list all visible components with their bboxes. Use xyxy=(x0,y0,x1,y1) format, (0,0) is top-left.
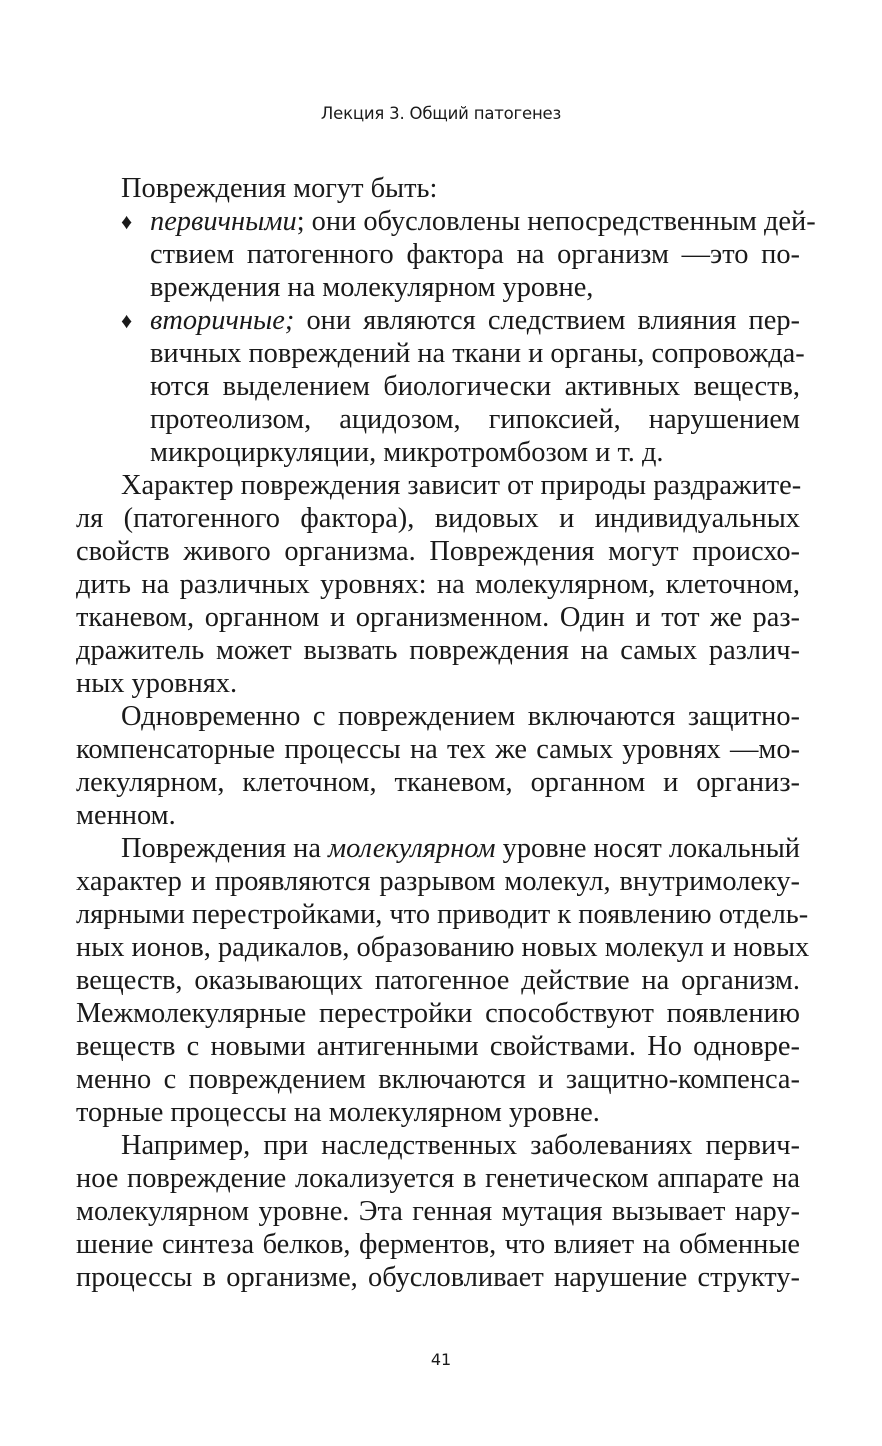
italic-term: вторичные; xyxy=(150,305,295,336)
paragraph-line: ное повреждение локализуется в генетическом аппарате на xyxy=(76,1163,800,1194)
paragraph-line: свойств живого организма. Повреждения могут происхо- xyxy=(76,536,800,567)
paragraph-line xyxy=(76,832,800,865)
paragraph-line: Одновременно с повреждением включаются защитно- xyxy=(121,701,800,732)
paragraph-line: веществ, оказывающих патогенное действие на организм. xyxy=(76,965,800,996)
paragraph-line: ных ионов, радикалов, образованию новых молекул и новых xyxy=(76,932,810,963)
paragraph-line: менном. xyxy=(76,800,176,831)
paragraph-line: Межмолекулярные перестройки способствуют появлению xyxy=(76,998,800,1029)
paragraph-line: веществ с новыми антигенными свойствами. Но одновре- xyxy=(76,1031,800,1062)
paragraph-line: компенсаторные процессы на тех же самых уровнях —мо- xyxy=(76,734,800,765)
diamond-bullet-icon: ♦ xyxy=(121,209,133,234)
text-run: Повреждения на xyxy=(121,833,329,864)
paragraph-line: лекулярном, клеточном, тканевом, органном и организ- xyxy=(76,767,800,798)
paragraph-line: ных уровнях. xyxy=(76,668,238,699)
page-body-text xyxy=(76,172,816,1294)
italic-term: первичными xyxy=(150,206,297,237)
page-number: 41 xyxy=(430,1350,452,1369)
paragraph-line: ля (патогенного фактора), видовых и индивидуальных xyxy=(76,503,800,534)
paragraph-compensatory xyxy=(76,700,800,832)
bullet-item-secondary xyxy=(76,304,805,469)
bullet-line: ются выделением биологически активных веществ, xyxy=(150,371,800,402)
paragraph-line: процессы в организме, обусловливает нарушение структу- xyxy=(76,1262,800,1293)
paragraph-line: шение синтеза белков, ферментов, что влияет на обменные xyxy=(76,1229,800,1260)
paragraph-molecular-level xyxy=(76,832,810,1129)
paragraph-damage-nature xyxy=(76,469,800,700)
bullet-line: микроциркуляции, микротромбозом и т. д. xyxy=(150,437,664,468)
paragraph-hereditary-example xyxy=(76,1129,800,1294)
intro-line: Повреждения могут быть: xyxy=(121,173,438,204)
bullet-item-primary xyxy=(76,205,816,304)
diamond-bullet-icon: ♦ xyxy=(121,308,133,333)
bullet-line: вреждения на молекулярном уровне, xyxy=(150,272,594,303)
paragraph-line: торные процессы на молекулярном уровне. xyxy=(76,1097,600,1128)
paragraph-line: Например, при наследственных заболеваниях первич- xyxy=(121,1130,800,1161)
bullet-line: ствием патогенного фактора на организм —это по- xyxy=(150,239,800,270)
text-run: уровне носят локальный xyxy=(495,833,800,864)
paragraph-line: дражитель может вызвать повреждения на самых различ- xyxy=(76,635,800,666)
bullet-line xyxy=(76,304,800,337)
paragraph-line: тканевом, органном и организменном. Один и тот же раз- xyxy=(76,602,800,633)
running-head: Лекция 3. Общий патогенез xyxy=(320,104,562,123)
bullet-line: вичных повреждений на ткани и органы, сопровожда- xyxy=(150,338,805,369)
italic-term: молекулярном xyxy=(328,833,496,864)
paragraph-line: Характер повреждения зависит от природы раздражите- xyxy=(121,470,802,501)
paragraph-line: дить на различных уровнях: на молекулярном, клеточном, xyxy=(76,569,800,600)
bullet-line: протеолизом, ацидозом, гипоксией, нарушением xyxy=(150,404,800,435)
text-run: они являются следствием влияния пер- xyxy=(294,305,800,336)
bullet-line xyxy=(76,205,816,238)
text-run: ; они обусловлены непосредственным дей- xyxy=(296,206,816,237)
paragraph-line: характер и проявляются разрывом молекул, внутримолеку- xyxy=(76,866,800,897)
paragraph-line: менно с повреждением включаются и защитно-компенса- xyxy=(76,1064,800,1095)
paragraph-line: лярными перестройками, что приводит к появлению отдель- xyxy=(76,899,809,930)
paragraph-line: молекулярном уровне. Эта генная мутация вызывает нару- xyxy=(76,1196,800,1227)
